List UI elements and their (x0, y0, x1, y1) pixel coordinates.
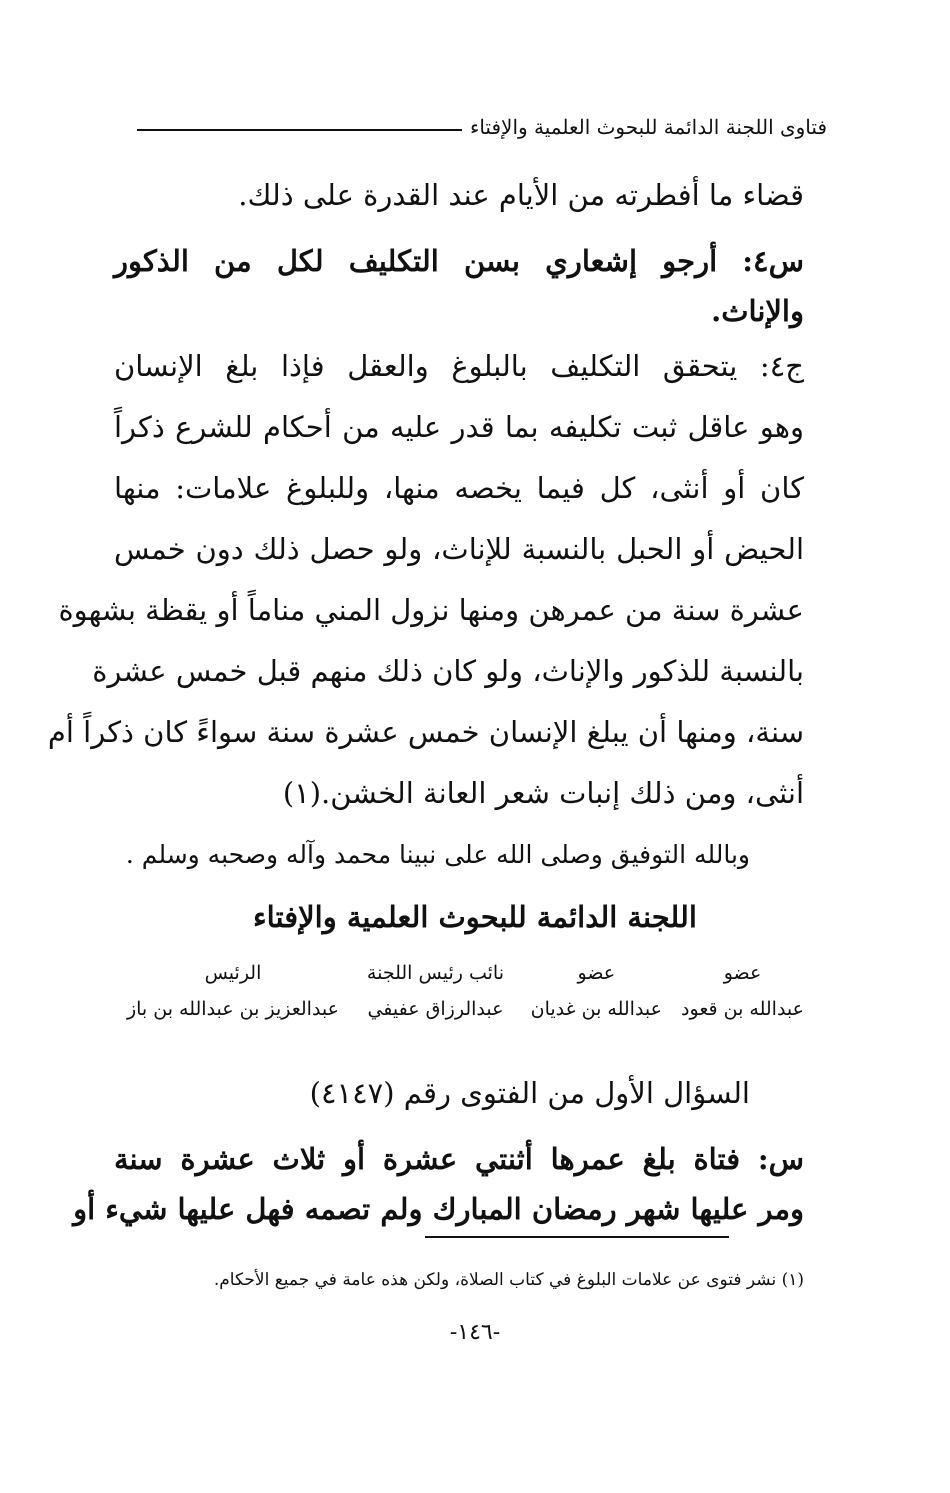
member-name: عبدالعزيز بن عبدالله بن باز (126, 998, 339, 1020)
header-rule (137, 129, 462, 131)
committee-member (367, 962, 504, 1020)
footnote-separator (425, 1236, 729, 1238)
closing-line: وبالله التوفيق وصلى الله على نبينا محمد وآله وصحبه وسلم . (125, 840, 750, 869)
running-header (137, 112, 827, 142)
member-name: عبدالرزاق عفيفي (367, 998, 504, 1020)
member-role: عضو (577, 962, 616, 984)
committee-member (531, 962, 662, 1020)
answer-line: كان أو أنثى، كل فيما يخصه منها، وللبلوغ علامات: منها (114, 471, 804, 505)
fatwa-reference: السؤال الأول من الفتوى رقم (٤١٤٧) (309, 1076, 750, 1110)
answer-line: الحيض أو الحبل بالنسبة للإناث، ولو حصل ذلك دون خمس (114, 532, 804, 566)
answer-line: وهو عاقل ثبت تكليفه بما قدر عليه من أحكام للشرع ذكراً (114, 410, 804, 444)
page-number: -١٤٦- (449, 1320, 501, 1345)
member-role: عضو (723, 962, 762, 984)
footnote: (١) نشر فتوى عن علامات البلوغ في كتاب الصلاة، ولكن هذه عامة في جميع الأحكام. (213, 1270, 804, 1290)
committee-members (114, 962, 804, 1042)
header-title: فتاوى اللجنة الدائمة للبحوث العلمية والإفتاء (469, 115, 827, 139)
answer-line: ج٤: يتحقق التكليف بالبلوغ والعقل فإذا بلغ الإنسان (114, 349, 804, 383)
question-line: والإناث. (711, 294, 804, 328)
body-line: قضاء ما أفطرته من الأيام عند القدرة على ذلك. (238, 178, 804, 212)
question-line: س٤: أرجو إشعاري بسن التكليف لكل من الذكور (114, 244, 804, 278)
member-name: عبدالله بن غديان (530, 998, 662, 1020)
answer-line: عشرة سنة من عمرهن ومنها نزول المني مناماً أو يقظة بشهوة (58, 593, 804, 627)
question-line: ومر عليها شهر رمضان المبارك ولم تصمه فهل عليها شيء أو (73, 1192, 804, 1226)
member-name: عبدالله بن قعود (681, 998, 804, 1020)
member-role: نائب رئيس اللجنة (366, 962, 504, 984)
committee-member (681, 962, 804, 1020)
member-role: الرئيس (204, 962, 262, 984)
answer-line: سنة، ومنها أن يبلغ الإنسان خمس عشرة سنة سواءً كان ذكراً أم (47, 715, 804, 749)
answer-line: بالنسبة للذكور والإناث، ولو كان ذلك منهم قبل خمس عشرة (92, 654, 804, 688)
answer-line: أنثى، ومن ذلك إنبات شعر العانة الخشن.(١) (282, 776, 804, 810)
committee-member (127, 962, 339, 1020)
question-line: س: فتاة بلغ عمرها أثنتي عشرة أو ثلاث عشرة سنة (114, 1142, 804, 1176)
committee-title: اللجنة الدائمة للبحوث العلمية والإفتاء (253, 900, 697, 934)
